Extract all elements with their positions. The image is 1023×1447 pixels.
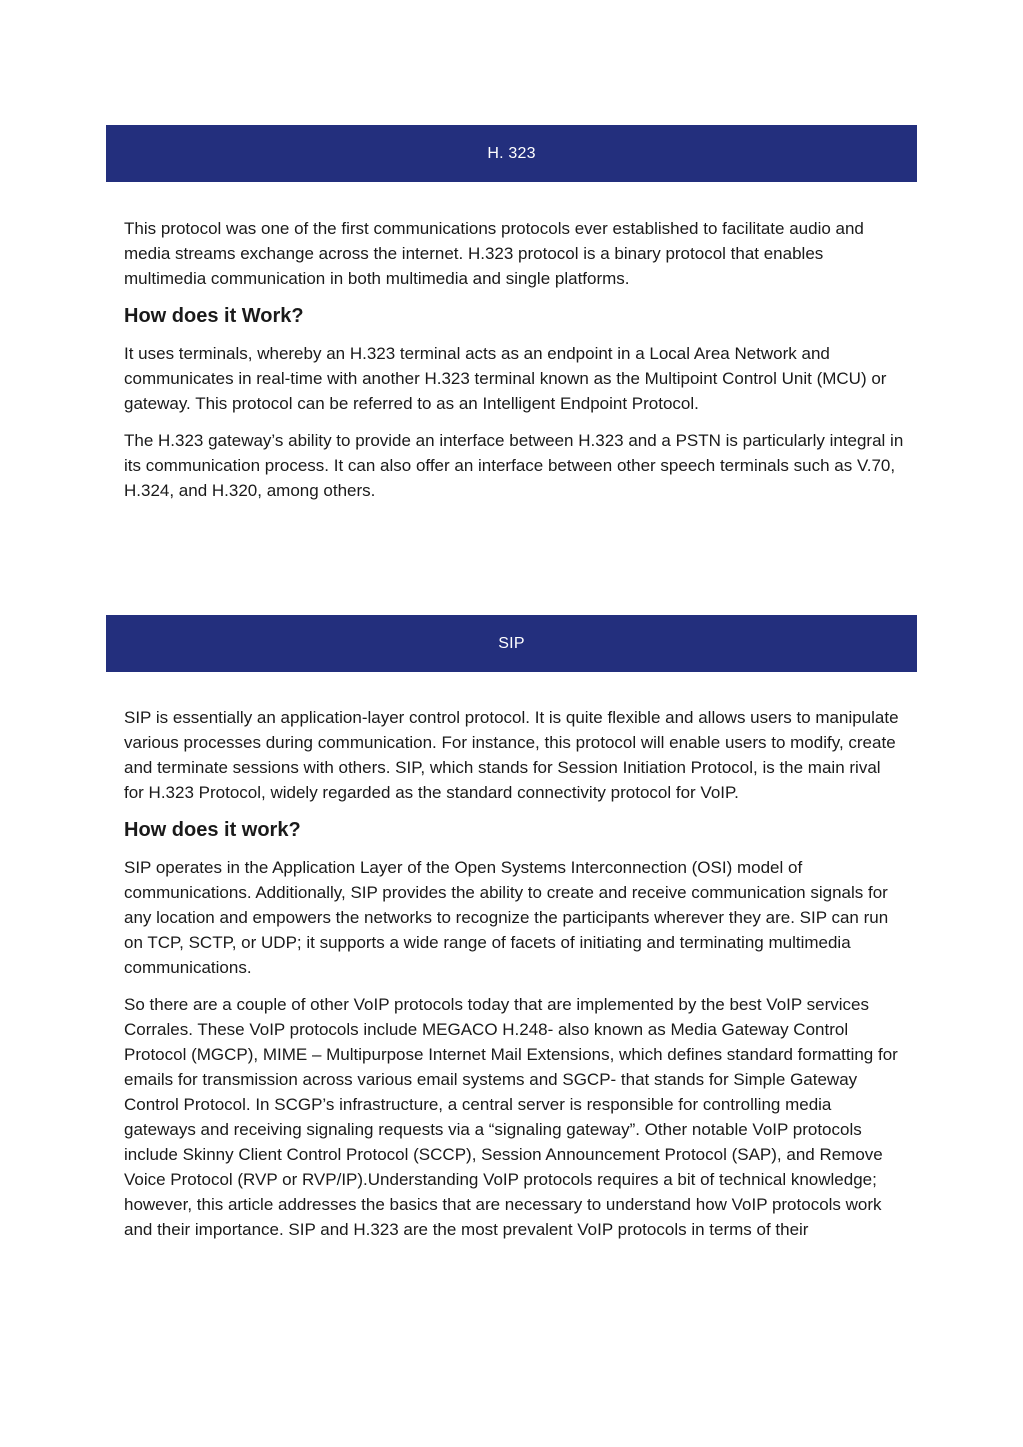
body-paragraph: It uses terminals, whereby an H.323 terminal acts as an endpoint in a Local Area Network and communicates in real-time with another H.323 terminal known as the Multipoint Control Unit (MCU) or gateway. This protocol can be referred to as an Intelligent Endpoint Protocol. bbox=[124, 344, 887, 413]
section-banner-h323 bbox=[106, 125, 917, 182]
body-paragraph: SIP operates in the Application Layer of the Open Systems Interconnection (OSI) model of communications. Additionally, SIP provides the ability to create and receive communication signals for any location and empowers the networks to recognize the participants wherever they are. SIP can run on TCP, SCTP, or UDP; it supports a wide range of facets of initiating and terminating multimedia communications. bbox=[124, 858, 889, 977]
intro-paragraph: This protocol was one of the first communications protocols ever established to facilitate audio and media streams exchange across the internet. H.323 protocol is a binary protocol that enables multimedia communication in both multimedia and single platforms. bbox=[124, 219, 864, 288]
section-sip bbox=[124, 705, 904, 1254]
section-h323 bbox=[124, 216, 904, 515]
section-banner-sip bbox=[106, 615, 917, 672]
banner-title: SIP bbox=[498, 634, 525, 652]
banner-title: H. 323 bbox=[487, 144, 536, 162]
body-paragraph: The H.323 gateway’s ability to provide an interface between H.323 and a PSTN is particularly integral in its communication process. It can also offer an interface between other speech terminals such as V.70, H.324, and H.320, among others. bbox=[124, 431, 904, 500]
section-heading: How does it work? bbox=[124, 819, 301, 841]
body-paragraph: So there are a couple of other VoIP protocols today that are implemented by the best VoIP services Corrales. These VoIP protocols include MEGACO H.248- also known as Media Gateway Control Protocol (MGCP), MIME – Multipurpose Internet Mail Extensions, which defines standard formatting for emails for transmission across various email systems and SGCP- that stands for Simple Gateway Control Protocol. In SCGP’s infrastructure, a central server is responsible for controlling media gateways and receiving signaling requests via a “signaling gateway”. Other notable VoIP protocols include Skinny Client Control Protocol (SCCP), Session Announcement Protocol (SAP), and Remove Voice Protocol (RVP or RVP/IP).Understanding VoIP protocols requires a bit of technical knowledge; however, this article addresses the basics that are necessary to understand how VoIP protocols work and their importance. SIP and H.323 are the most prevalent VoIP protocols in terms of their bbox=[124, 995, 898, 1239]
intro-paragraph: SIP is essentially an application-layer control protocol. It is quite flexible and allows users to manipulate various processes during communication. For instance, this protocol will enable users to modify, create and terminate sessions with others. SIP, which stands for Session Initiation Protocol, is the main rival for H.323 Protocol, widely regarded as the standard connectivity protocol for VoIP. bbox=[124, 708, 899, 802]
section-heading: How does it Work? bbox=[124, 305, 304, 327]
